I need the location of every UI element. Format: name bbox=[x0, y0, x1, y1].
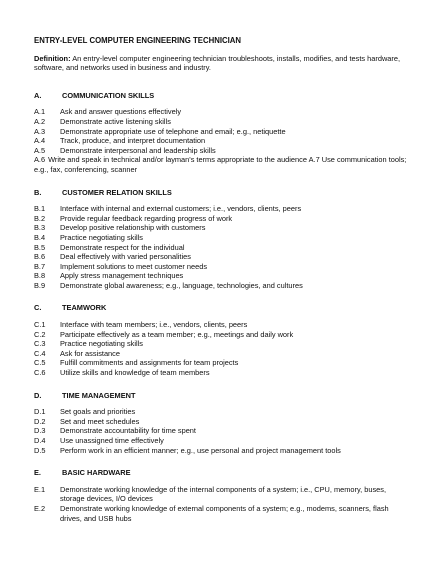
item-text: Utilize skills and knowledge of team members bbox=[60, 368, 210, 378]
item-code: C.4 bbox=[34, 348, 46, 358]
section-heading-text: TIME MANAGEMENT bbox=[62, 390, 136, 400]
list-item bbox=[34, 349, 410, 359]
list-item bbox=[34, 358, 410, 368]
definition-paragraph bbox=[34, 54, 410, 73]
item-text: Demonstrate global awareness; e.g., language, technologies, and cultures bbox=[60, 280, 303, 290]
item-text: Ask for assistance bbox=[60, 348, 120, 358]
list-item bbox=[34, 243, 410, 253]
section-letter: A. bbox=[34, 90, 42, 100]
item-text: Fulfill commitments and assignments for team projects bbox=[60, 358, 239, 368]
item-code: A.3 bbox=[34, 126, 46, 136]
item-code: B.1 bbox=[34, 204, 46, 214]
item-text: Demonstrate active listening skills bbox=[60, 116, 171, 126]
list-item bbox=[34, 446, 410, 456]
item-text: Demonstrate accountability for time spent bbox=[60, 426, 196, 436]
list-item bbox=[34, 127, 410, 137]
item-code: E.2 bbox=[34, 503, 46, 513]
section-heading bbox=[34, 91, 410, 101]
definition-text: An entry-level computer engineering technician troubleshoots, installs, modifies, and tests hardware, software, and networks used in business and industry. bbox=[34, 53, 401, 73]
list-item bbox=[34, 339, 410, 349]
item-code: D.4 bbox=[34, 436, 46, 445]
item-code: E.1 bbox=[34, 484, 46, 494]
list-item bbox=[34, 107, 410, 117]
item-code: C.3 bbox=[34, 339, 46, 349]
list-item bbox=[34, 223, 410, 233]
item-text: Develop positive relationship with customers bbox=[60, 223, 206, 233]
item-text: Deal effectively with varied personalities bbox=[60, 252, 191, 262]
item-text: Practice negotiating skills bbox=[60, 232, 143, 242]
item-text: Demonstrate respect for the individual bbox=[60, 242, 185, 252]
section-a bbox=[34, 91, 410, 175]
item-code: D.2 bbox=[34, 416, 46, 426]
item-text: Provide regular feedback regarding progress of work bbox=[60, 213, 233, 223]
item-text: Perform work in an efficient manner; e.g., use personal and project management tools bbox=[60, 445, 341, 455]
section-letter: D. bbox=[34, 390, 42, 400]
list-item bbox=[34, 330, 410, 340]
item-code: B.4 bbox=[34, 232, 46, 242]
item-code: D.3 bbox=[34, 426, 46, 436]
list-item bbox=[34, 136, 410, 146]
section-letter: B. bbox=[34, 187, 42, 197]
item-code: B.3 bbox=[34, 223, 46, 233]
skill-sections bbox=[34, 91, 410, 523]
section-heading bbox=[34, 303, 410, 313]
item-text: Write and speak in technical and/or layman's terms appropriate to the audience A.7 Use communication tools; e.g., fax, conferencing, scanner bbox=[34, 155, 407, 174]
section-heading bbox=[34, 188, 410, 198]
list-item bbox=[34, 146, 410, 156]
item-code: A.6 bbox=[34, 155, 46, 165]
section-heading-text: CUSTOMER RELATION SKILLS bbox=[62, 187, 172, 197]
document-title: ENTRY-LEVEL COMPUTER ENGINEERING TECHNICIAN bbox=[34, 36, 242, 45]
item-code: B.2 bbox=[34, 213, 46, 223]
item-text: Ask and answer questions effectively bbox=[60, 107, 182, 117]
list-item bbox=[34, 262, 410, 272]
list-item bbox=[34, 214, 410, 224]
item-text: Apply stress management techniques bbox=[60, 271, 184, 281]
list-item bbox=[34, 271, 410, 281]
list-item bbox=[34, 407, 410, 417]
item-code: C.1 bbox=[34, 320, 46, 330]
item-text: Track, produce, and interpret documentation bbox=[60, 136, 206, 146]
item-text: Demonstrate appropriate use of telephone and email; e.g., netiquette bbox=[60, 126, 286, 136]
item-text: Set and meet schedules bbox=[60, 416, 140, 426]
item-text: Interface with team members; i.e., vendors, clients, peers bbox=[60, 320, 248, 330]
section-c bbox=[34, 303, 410, 377]
section-b bbox=[34, 188, 410, 291]
section-heading-text: TEAMWORK bbox=[62, 303, 107, 313]
item-code: C.6 bbox=[34, 368, 46, 378]
list-item bbox=[34, 233, 410, 243]
list-item bbox=[34, 417, 410, 427]
item-text: Demonstrate working knowledge of the internal components of a system; i.e., CPU, memory, buses, storage devices, I/O devices bbox=[60, 484, 387, 504]
item-code: D.5 bbox=[34, 445, 46, 455]
section-heading bbox=[34, 391, 410, 401]
item-code: B.7 bbox=[34, 261, 46, 271]
item-text: Participate effectively as a team member; e.g., meetings and daily work bbox=[60, 329, 294, 339]
item-text: Demonstrate interpersonal and leadership skills bbox=[60, 145, 216, 155]
item-code: D.1 bbox=[34, 407, 46, 417]
item-text: Implement solutions to meet customer needs bbox=[60, 261, 208, 271]
item-text: Use unassigned time effectively bbox=[60, 436, 164, 445]
item-code: A.1 bbox=[34, 107, 46, 117]
list-item bbox=[34, 436, 410, 446]
section-heading-text: COMMUNICATION SKILLS bbox=[62, 90, 155, 100]
item-code: C.2 bbox=[34, 329, 46, 339]
section-letter: C. bbox=[34, 303, 42, 313]
section-e bbox=[34, 468, 410, 523]
definition-label: Definition: bbox=[34, 53, 71, 63]
item-code: A.4 bbox=[34, 136, 46, 146]
list-item bbox=[34, 320, 410, 330]
section-d bbox=[34, 391, 410, 456]
list-item bbox=[34, 155, 410, 174]
section-heading bbox=[34, 468, 410, 478]
item-code: C.5 bbox=[34, 358, 46, 368]
item-code: B.6 bbox=[34, 252, 46, 262]
list-item bbox=[34, 426, 410, 436]
list-item bbox=[34, 504, 410, 523]
list-item bbox=[34, 204, 410, 214]
list-item bbox=[34, 485, 410, 504]
list-item bbox=[34, 252, 410, 262]
item-text: Demonstrate working knowledge of external components of a system; e.g., modems, scanners, flash drives, and USB hubs bbox=[60, 503, 389, 523]
item-text: Practice negotiating skills bbox=[60, 339, 143, 349]
item-code: A.2 bbox=[34, 116, 46, 126]
item-text: Set goals and priorities bbox=[60, 407, 136, 417]
item-code: A.5 bbox=[34, 145, 46, 155]
section-heading-text: BASIC HARDWARE bbox=[62, 468, 131, 478]
item-code: B.8 bbox=[34, 271, 46, 281]
item-text: Interface with internal and external customers; i.e., vendors, clients, peers bbox=[60, 204, 302, 214]
item-code: B.9 bbox=[34, 280, 46, 290]
section-letter: E. bbox=[34, 468, 41, 478]
list-item bbox=[34, 368, 410, 378]
list-item bbox=[34, 117, 410, 127]
list-item bbox=[34, 281, 410, 291]
item-code: B.5 bbox=[34, 242, 46, 252]
